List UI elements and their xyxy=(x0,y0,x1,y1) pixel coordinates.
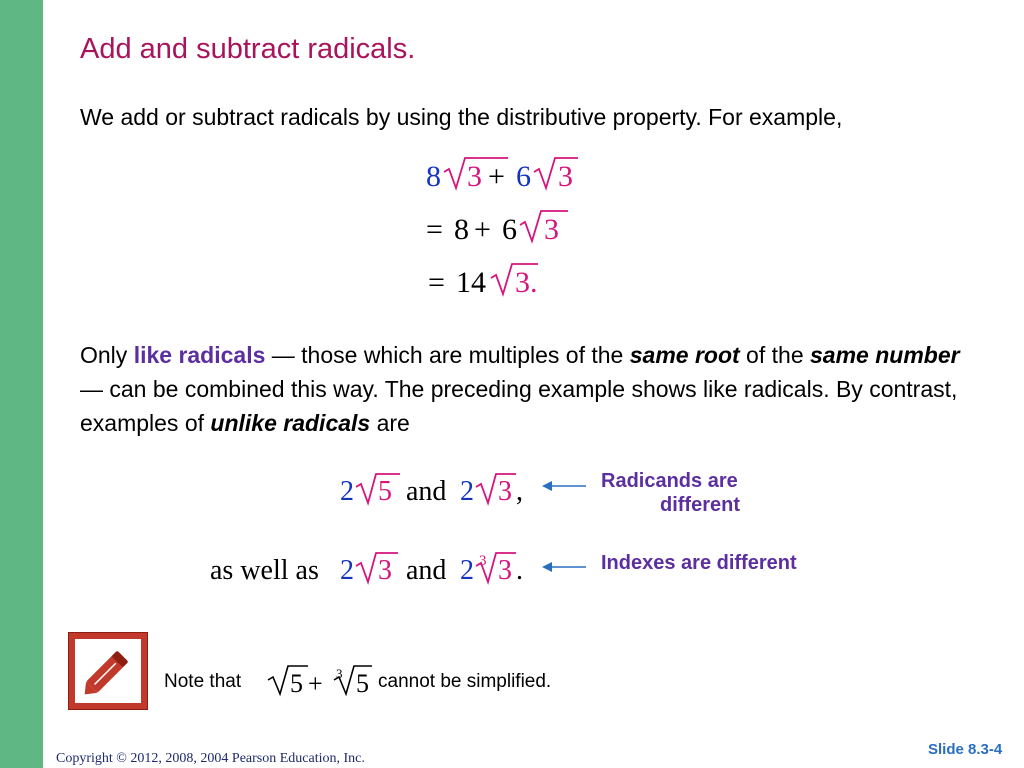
radicand-5: 5 xyxy=(378,476,392,507)
radicand-5: 5 xyxy=(356,669,369,698)
term-same-number: same number xyxy=(810,342,960,368)
copyright-footer: Copyright © 2012, 2008, 2004 Pearson Education, Inc. xyxy=(56,751,365,766)
term-unlike-radicals: unlike radicals xyxy=(210,410,371,436)
distributive-example xyxy=(420,150,620,310)
indexes-note: Indexes are different xyxy=(601,552,797,574)
radicand-5: 5 xyxy=(290,669,303,698)
left-arrow-icon xyxy=(540,559,590,575)
note-box-icon xyxy=(68,632,148,710)
radicand-3: 3 xyxy=(378,555,392,586)
note-prefix: Note that xyxy=(164,671,242,692)
coef-2: 2 xyxy=(340,555,354,586)
and-word: and xyxy=(406,555,447,586)
term-same-root: same root xyxy=(629,342,740,368)
equals-sign: = xyxy=(426,213,443,246)
result-14: 14 xyxy=(456,266,486,299)
term-like-radicals: like radicals xyxy=(133,342,266,368)
radicand-3: 3. xyxy=(515,266,538,299)
coef-8: 8 xyxy=(454,213,469,246)
cube-root-index: 3 xyxy=(336,666,343,681)
and-word: and xyxy=(406,476,447,507)
equals-sign: = xyxy=(428,266,445,299)
cube-root-index: 3 xyxy=(479,553,487,569)
slide-title: Add and subtract radicals. xyxy=(80,33,416,65)
comma: , xyxy=(516,476,523,507)
like-radicals-paragraph: Only like radicals — those which are multiples of the same root of the same number — can be combined this way. The preceding example shows like radicals. By contrast, examples of unlike radicals are xyxy=(80,342,960,436)
radicand-3: 3 xyxy=(467,160,482,193)
plus-sign: + xyxy=(308,669,323,698)
note-suffix: cannot be simplified. xyxy=(378,671,552,692)
coef-2: 2 xyxy=(340,476,354,507)
radicands-note-line-2: different xyxy=(660,494,740,516)
radicand-3: 3 xyxy=(498,555,512,586)
left-arrow-icon xyxy=(540,478,590,494)
radicands-note-line-1: Radicands are xyxy=(601,470,738,492)
plus-sign: + xyxy=(474,213,491,246)
radicand-3: 3 xyxy=(544,213,559,246)
note-expression xyxy=(262,660,374,700)
sidebar-band xyxy=(0,0,43,768)
intro-paragraph: We add or subtract radicals by using the distributive property. For example, xyxy=(80,104,843,130)
plus-sign: + xyxy=(488,160,505,193)
radicand-3: 3 xyxy=(558,160,573,193)
coef-6: 6 xyxy=(516,160,531,193)
unlike-example-row-1 xyxy=(336,466,536,510)
pencil-icon xyxy=(75,639,141,703)
coef-2: 2 xyxy=(460,555,474,586)
coef-8: 8 xyxy=(426,160,441,193)
unlike-example-row-2 xyxy=(206,545,536,591)
radicand-3: 3 xyxy=(498,476,512,507)
period: . xyxy=(516,555,523,586)
coef-2: 2 xyxy=(460,476,474,507)
coef-6: 6 xyxy=(502,213,517,246)
as-well-as-text: as well as xyxy=(210,555,319,586)
slide-number: Slide 8.3-4 xyxy=(928,741,1003,758)
